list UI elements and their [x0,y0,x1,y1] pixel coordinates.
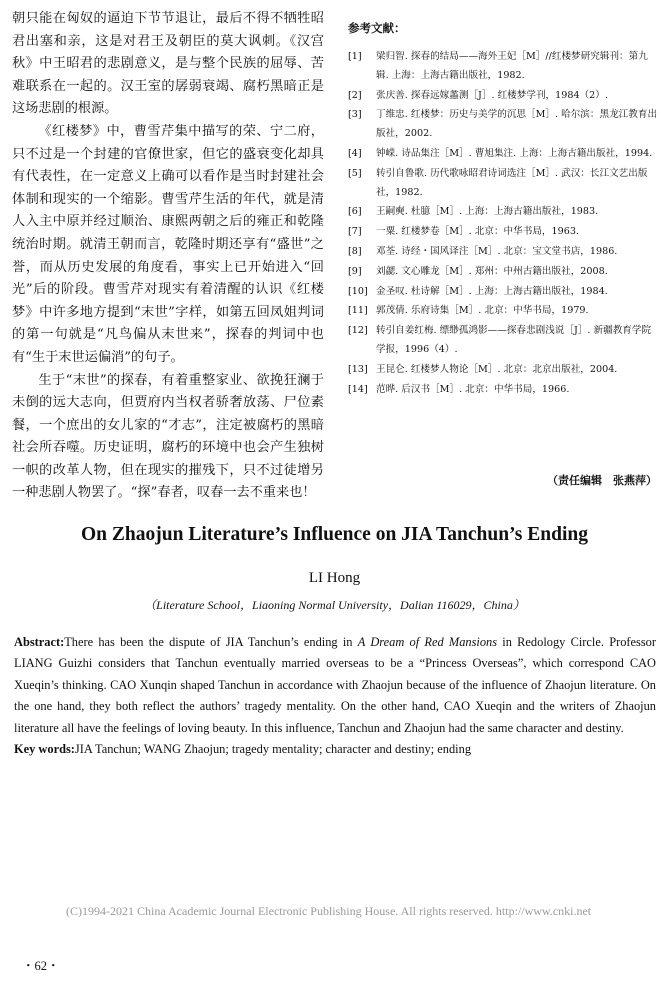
reference-item [348,381,660,400]
reference-number: [3] [348,109,362,121]
reference-number: [7] [348,226,362,238]
reference-item [348,263,660,282]
reference-item [348,283,660,302]
reference-text: 王昆仑. 红楼梦人物论［M］. 北京：北京出版社，2004. [376,363,618,375]
reference-number: [1] [348,51,362,62]
body-paragraph: 生于“末世”的探春，有着重整家业、欲挽狂澜于未倒的远大志向，但贾府内当权者骄奢放荡、尸位素餐，一个庶出的女儿家的“才志”，注定被腐朽的黑暗社会所吞噬。历史证明，腐朽的环境中也会产生独树一帜的改革人物，但在现实的摧残下，只不过徒增另一种悲剧人物罢了。“探”春者，叹春一去不重来也！ [12,372,324,501]
reference-number: [5] [348,167,362,179]
reference-text: 邓荃. 诗经・国风译注［M］. 北京：宝文堂书店，1986. [376,245,618,257]
reference-number: [8] [348,245,362,257]
responsible-editor-note: （责任编辑 张燕萍） [547,474,657,487]
reference-item [348,145,660,164]
reference-number: [10] [348,285,368,297]
references-section [348,20,660,400]
reference-text: 金圣叹. 杜诗解［M］. 上海：上海古籍出版社，1984. [376,285,608,297]
reference-item [348,223,660,242]
reference-number: [2] [348,89,362,101]
reference-text: 转引自姜红梅. 缥缈孤鸿影——探春悲剧浅说［J］. 新疆教育学院学报，1996（4）. [376,325,652,355]
body-paragraph: 《红楼梦》中，曹雪芹集中描写的荣、宁二府，只不过是一个封建的官僚世家，但它的盛衰变化却具有代表性，在一定意义上确可以看作是当时封建社会体制和现实的一个缩影。曹雪芹生活的年代，就是清人入主中原并经过顺治、康熙两朝之后的雍正和乾隆统治时期。就清王朝而言，乾隆时期还享有“盛世”之誉，而从历史发展的角度看，事实上已开始进入“回光”后的阶段。曹雪芹对现实有着清醒的认识《红楼梦》中许多地方提到“末世”字样，如第五回凤姐判词的第一句就是“凡鸟偏从末世来”，探春的判词中也有“生于末世运偏消”的句子。 [12,123,324,365]
reference-item [348,106,660,144]
abstract-label: Abstract: [14,635,65,649]
english-abstract [14,632,656,760]
reference-number: [11] [348,305,368,317]
reference-text: 转引自鲁歌. 历代歌咏昭君诗词选注［M］. 武汉：长江文艺出版社，1982. [376,167,648,198]
keywords-paragraph [14,739,656,760]
page-number: ・62・ [22,959,60,973]
reference-text: 郭茂倩. 乐府诗集［M］. 北京：中华书局，1979. [376,305,589,317]
reference-number: [12] [348,325,368,337]
english-title: On Zhaojun Literature’s Influence on JIA Tanchun’s Ending [81,524,588,545]
reference-number: [4] [348,147,362,159]
reference-text: 范晔. 后汉书［M］. 北京：中华书局，1966. [376,383,570,395]
reference-text: 梁归智. 探春的结局——海外王妃［M］//红楼梦研究辑刊：第九辑. 上海：上海古籍出版社，1982. [376,51,648,81]
reference-text: 钟嵘. 诗品集注［M］. 曹旭集注. 上海：上海古籍出版社，1994. [376,147,653,159]
keywords-label: Key words: [14,742,75,757]
reference-item [348,302,660,321]
abstract-text-part2: in Redology Circle. Professor LIANG Guizhi considers that Tanchun eventually married overseas to be a “Princess Overseas”, which correspond CAO Xueqin’s thinking. CAO Xunqin shaped Tanchun in accordance with Zhaojun because of the influence of Zhaojun literature. On the one hand, they both reflect the authors’ tragedy mentality. On the other hand, CAO Xueqin and the writers of Zhaojun literature all have the feelings of loving beauty. In this influence, Tanchun and Zhaojun had the same character and destiny. [14,635,656,735]
abstract-text-part1: There has been the dispute of JIA Tanchun’s ending in [64,635,358,649]
reference-item [348,361,660,380]
reference-item [348,243,660,262]
abstract-paragraph [14,632,656,739]
keywords-text: JIA Tanchun; WANG Zhaojun; tragedy mentality; character and destiny; ending [74,742,472,757]
reference-number: [6] [348,206,362,218]
reference-number: [14] [348,383,368,395]
reference-number: [9] [348,265,362,277]
references-heading: 参考文献： [348,21,406,35]
body-text-column [12,8,324,505]
reference-item [348,322,660,360]
reference-item [348,165,660,203]
reference-text: 一粟. 红楼梦卷［M］. 北京：中华书局，1963. [376,226,579,238]
reference-number: [13] [348,363,368,375]
reference-item [348,48,660,86]
references-list [348,48,660,399]
reference-text: 丁维忠. 红楼梦：历史与美学的沉思［M］. 哈尔滨：黑龙江教育出版社，2002. [376,109,658,140]
english-author: LI Hong [308,570,361,586]
reference-item [348,203,660,222]
reference-text: 王嗣奭. 杜臆［M］. 上海：上海古籍出版社，1983. [376,206,599,218]
abstract-book-title: A Dream of Red Mansions [357,635,498,649]
reference-item [348,87,660,106]
reference-text: 张庆善. 探春远嫁蠡测［J］. 红楼梦学刊，1984（2）. [376,89,608,101]
body-paragraph: 朝只能在匈奴的逼迫下节节退让，最后不得不牺牲昭君出塞和亲，这是对君王及朝臣的莫大讽刺。《汉宫秋》中王昭君的悲剧意义，是与整个民族的屈辱、苦难联系在一起的。汉王室的孱弱衰竭、腐朽黑暗正是这场悲剧的根源。 [12,11,324,117]
copyright-footer: (C)1994-2021 China Academic Journal Electronic Publishing House. All rights reserved. http://www.cnki.net [66,904,592,918]
english-affiliation: （Literature School，Liaoning Normal University，Dalian 116029，China） [144,598,525,612]
reference-text: 刘勰. 文心雕龙［M］. 郑州：中州古籍出版社，2008. [376,265,608,277]
